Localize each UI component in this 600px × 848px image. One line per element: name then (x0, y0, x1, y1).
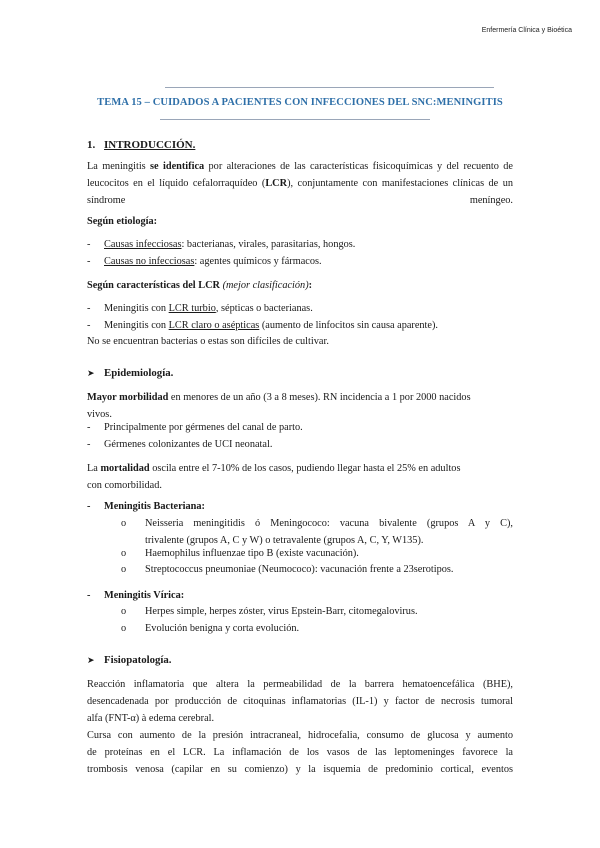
lcr-note: No se encuentran bacterias o estas son difíciles de cultivar. (87, 336, 329, 347)
section-heading-epidemiologia: ➤ Epidemiología. (87, 367, 174, 379)
list-item: o Neisseria meningitidis ó Meningococo: vacuna bivalente (grupos A y C), trivalente (grupos A, C y W) o tetravalente (grupos A, C, Y, W135). (121, 518, 513, 546)
list-item: o Haemophilus influenzae tipo B (existe vacunación). (121, 548, 359, 559)
fisiopatologia-paragraph-1: Reacción inflamatoria que altera la permeabilidad de la barrera hematoencefálica (BHE), desencadenada por producción de citoquinas inflamatorias (IL-1) y factor de necrosis tumoral alfa (FNT-α) à edema cerebral. (87, 679, 513, 724)
course-header: Enfermería Clínica y Bioética (481, 27, 572, 34)
arrow-bullet-icon: ➤ (87, 369, 95, 379)
virica-heading: - Meningitis Vírica: (87, 590, 185, 601)
list-item: - Causas no infecciosas: agentes químicos y fármacos. (87, 256, 322, 267)
section-heading-fisiopatologia: ➤ Fisiopatología. (87, 654, 172, 666)
lcr-heading: Según características del LCR (mejor clasificación): (87, 280, 313, 291)
page-title: TEMA 15 – CUIDADOS A PACIENTES CON INFECCIONES DEL SNC:MENINGITIS (97, 97, 503, 108)
intro-paragraph: La meningitis se identifica por alteraciones de las características fisicoquímicas y del recuento de leucocitos en el líquido cefalorraquídeo (LCR), conjuntamente con manifestaciones clínicas de un síndrome meníngeo. (87, 161, 514, 206)
title-rule-bottom (160, 119, 430, 120)
section-heading-introduccion: 1. INTRODUCCIÓN. (87, 139, 196, 151)
bacteriana-heading: - Meningitis Bacteriana: (87, 501, 205, 512)
list-item: - Causas infecciosas: bacterianas, virales, parasitarias, hongos. (87, 239, 356, 250)
mortalidad-paragraph: La mortalidad oscila entre el 7-10% de los casos, pudiendo llegar hasta el 25% en adultos con comorbilidad. (87, 463, 461, 491)
morbilidad-paragraph: Mayor morbilidad en menores de un año (3 a 8 meses). RN incidencia a 1 por 2000 nacidos vivos. (87, 392, 471, 420)
list-item: o Herpes simple, herpes zóster, virus Epstein-Barr, citomegalovirus. (121, 606, 418, 617)
etiologia-heading: Según etiología: (87, 216, 158, 227)
list-item: o Streptococcus pneumoniae (Neumococo): vacunación frente a 23serotipos. (121, 564, 454, 575)
fisiopatologia-paragraph-2: Cursa con aumento de la presión intracraneal, hidrocefalia, consumo de glucosa y aumento de proteínas en el LCR. La inflamación de los vasos de las leptomeninges favorece la trombosis venosa (capilar en su comienzo) y la isquemia de predominio cortical, eventos (87, 730, 513, 775)
list-item: - Gérmenes colonizantes de UCI neonatal. (87, 439, 273, 450)
list-item: - Meningitis con LCR claro o asépticas (aumento de linfocitos sin causa aparente). (87, 320, 438, 331)
list-item: - Principalmente por gérmenes del canal de parto. (87, 422, 303, 433)
arrow-bullet-icon: ➤ (87, 656, 95, 666)
list-item: o Evolución benigna y corta evolución. (121, 623, 300, 634)
title-rule-top (165, 87, 494, 88)
list-item: - Meningitis con LCR turbio, sépticas o bacterianas. (87, 303, 313, 314)
